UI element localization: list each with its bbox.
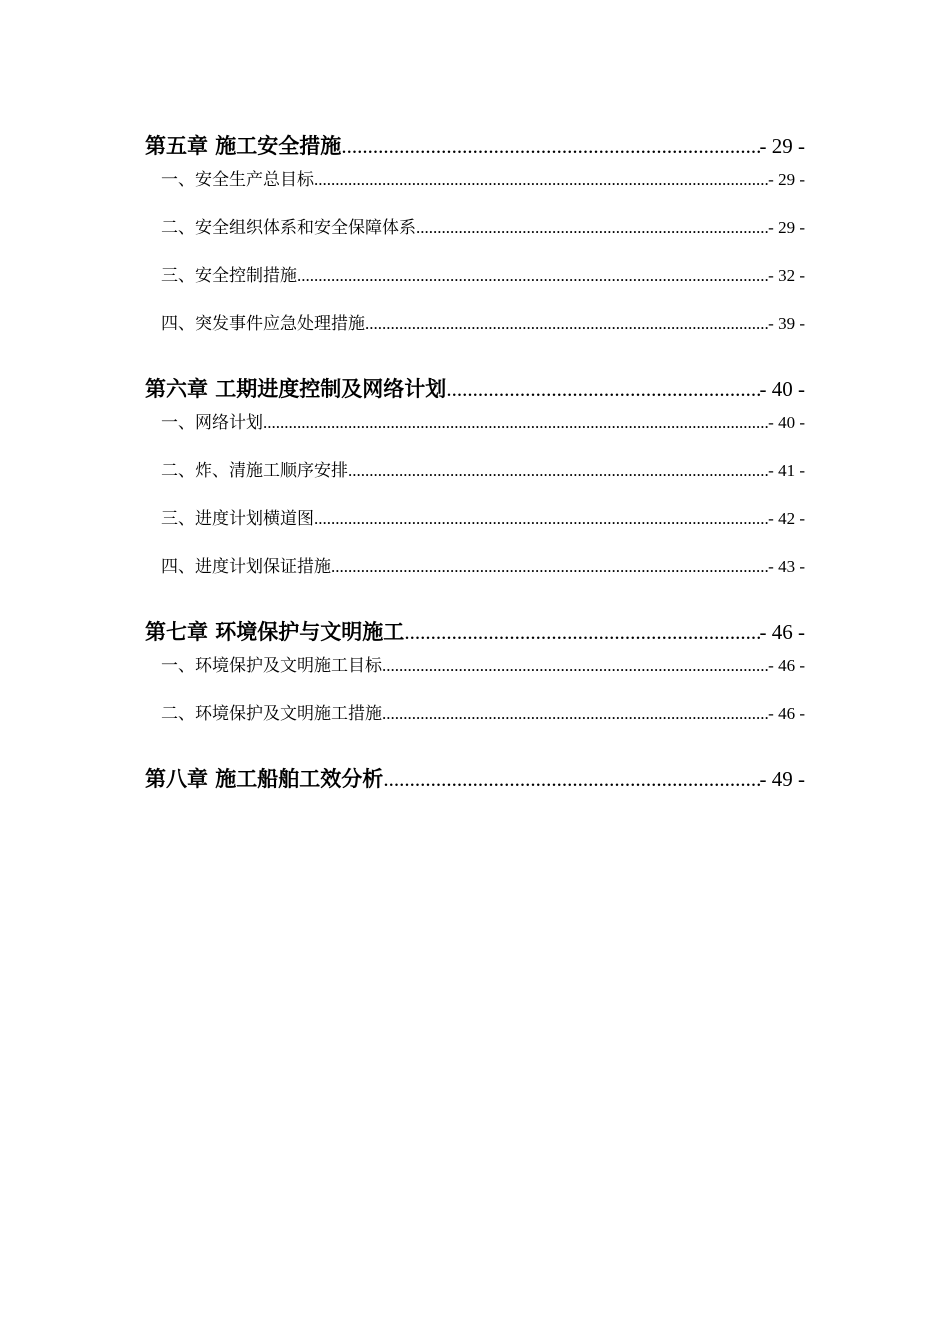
toc-section[interactable] [145,264,805,288]
page-number: - 46 - [768,656,805,675]
toc-chapter-5[interactable] [145,131,805,161]
toc-section[interactable] [145,507,805,531]
page-number: - 32 - [768,266,805,285]
section-title: 二、安全组织体系和安全保障体系 [161,218,416,238]
dot-leader [331,555,768,579]
toc-section[interactable] [145,459,805,483]
page-number: - 40 - [768,413,805,432]
dot-leader [314,168,768,192]
page-number: - 41 - [768,461,805,480]
toc-chapter-6[interactable] [145,374,805,404]
dot-leader [382,654,768,678]
toc-section[interactable] [145,216,805,240]
dot-leader [297,264,768,288]
page-number: - 42 - [768,509,805,528]
toc-section[interactable] [145,312,805,336]
dot-leader [341,131,759,161]
dot-leader [314,507,768,531]
page-number: - 49 - [759,767,805,791]
chapter-title: 第七章 环境保护与文明施工 [145,620,405,644]
dot-leader [383,764,759,794]
page-number: - 43 - [768,557,805,576]
toc-section[interactable] [145,555,805,579]
section-title: 四、突发事件应急处理措施 [161,314,365,334]
section-title: 二、炸、清施工顺序安排 [161,461,348,481]
page-number: - 46 - [759,620,805,644]
dot-leader [365,312,768,336]
page-number: - 39 - [768,314,805,333]
chapter-title: 第六章 工期进度控制及网络计划 [145,377,447,401]
page-number: - 29 - [768,218,805,237]
table-of-contents [145,131,805,794]
toc-section[interactable] [145,702,805,726]
dot-leader [263,411,768,435]
toc-section[interactable] [145,168,805,192]
toc-section[interactable] [145,411,805,435]
dot-leader [404,617,759,647]
page-number: - 29 - [759,134,805,158]
toc-section[interactable] [145,654,805,678]
chapter-title: 第八章 施工船舶工效分析 [145,767,384,791]
dot-leader [382,702,768,726]
page-number: - 29 - [768,170,805,189]
section-title: 一、安全生产总目标 [161,170,314,190]
chapter-title: 第五章 施工安全措施 [145,134,342,158]
toc-chapter-7[interactable] [145,617,805,647]
page-number: - 46 - [768,704,805,723]
page-number: - 40 - [759,377,805,401]
section-title: 三、安全控制措施 [161,266,297,286]
section-title: 一、环境保护及文明施工目标 [161,656,382,676]
section-title: 四、进度计划保证措施 [161,557,331,577]
dot-leader [446,374,759,404]
section-title: 二、环境保护及文明施工措施 [161,704,382,724]
section-title: 三、进度计划横道图 [161,509,314,529]
section-title: 一、网络计划 [161,413,263,433]
dot-leader [416,216,768,240]
toc-chapter-8[interactable] [145,764,805,794]
dot-leader [348,459,768,483]
